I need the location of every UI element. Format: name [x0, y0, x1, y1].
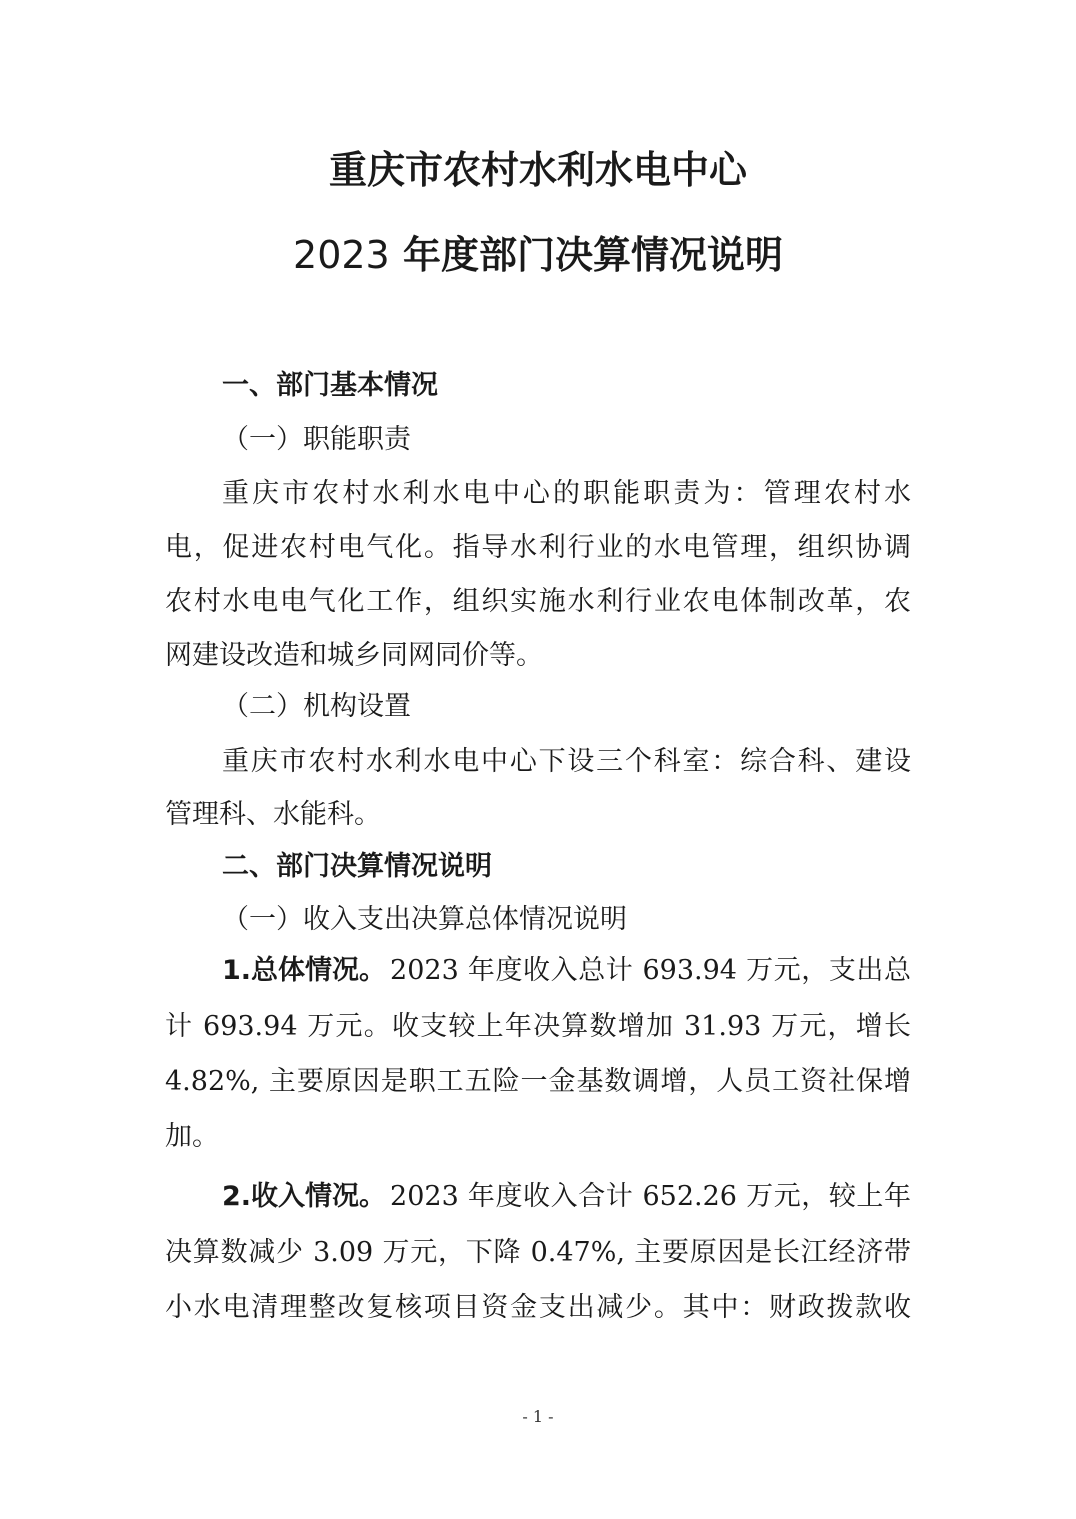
paragraph-line: 计 693.94 万元。收支较上年决算数增加 31.93 万元，增长 — [165, 1011, 911, 1042]
paragraph-line: 2023 年度收入合计 652.26 万元，较上年 — [390, 1181, 911, 1212]
title-text: 年度部门决算情况说明 — [389, 233, 783, 277]
paragraph-line: 加。 — [165, 1121, 219, 1152]
paragraph-line: 2023 年度收入总计 693.94 万元，支出总 — [390, 955, 911, 986]
document-title-line-2 — [0, 232, 1076, 278]
paragraph-line: 重庆市农村水利水电中心的职能职责为：管理农村水 — [222, 478, 911, 509]
paragraph-line: 4.82%, 主要原因是职工五险一金基数调增，人员工资社保增 — [165, 1066, 911, 1097]
paragraph-line: 重庆市农村水利水电中心下设三个科室：综合科、建设 — [222, 746, 911, 777]
paragraph-line: 电，促进农村电气化。指导水利行业的水电管理，组织协调 — [165, 532, 911, 563]
paragraph-line: 小水电清理整改复核项目资金支出减少。其中：财政拨款收 — [165, 1292, 911, 1323]
section-2-heading: 二、部门决算情况说明 — [222, 851, 492, 882]
section-1-subheading-2: （二）机构设置 — [222, 691, 411, 722]
section-1-subheading-1: （一）职能职责 — [222, 424, 411, 455]
paragraph-income-first-line — [222, 1180, 911, 1214]
income-lead: 2.收入情况。 — [222, 1181, 387, 1212]
paragraph-line: 决算数减少 3.09 万元，下降 0.47%, 主要原因是长江经济带 — [165, 1237, 911, 1268]
section-1-heading: 一、部门基本情况 — [222, 370, 438, 401]
document-title-line-1: 重庆市农村水利水电中心 — [328, 148, 747, 192]
section-2-subheading-1: （一）收入支出决算总体情况说明 — [222, 904, 627, 935]
paragraph-line: 农村水电电气化工作，组织实施水利行业农电体制改革，农 — [165, 586, 911, 617]
paragraph-line: 管理科、水能科。 — [165, 799, 381, 830]
page-number: - 1 - — [522, 1407, 554, 1426]
paragraph-line: 网建设改造和城乡同网同价等。 — [165, 640, 543, 671]
title-year: 2023 — [293, 233, 390, 277]
overall-lead: 1.总体情况。 — [222, 955, 387, 986]
paragraph-overall-first-line — [222, 954, 911, 988]
